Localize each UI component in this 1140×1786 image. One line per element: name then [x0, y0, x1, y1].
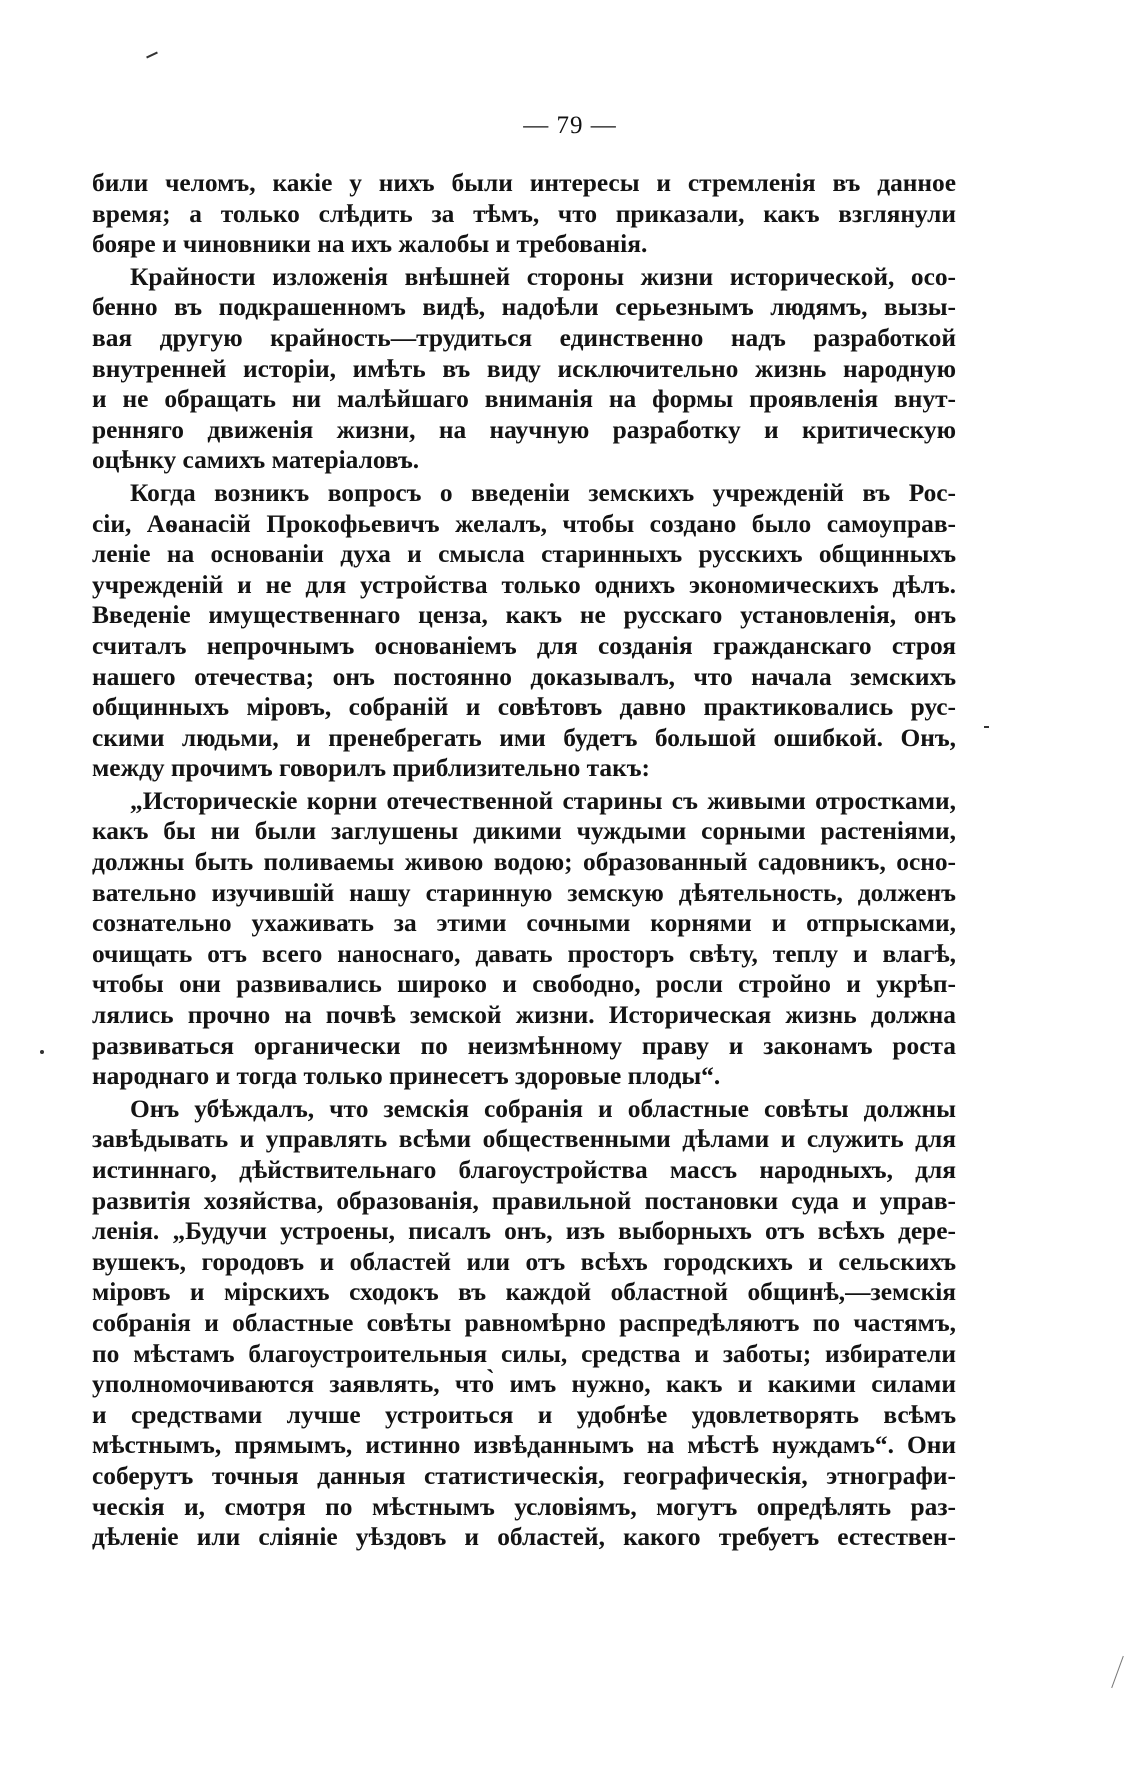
text-line: чтобы они развивались широко и свободно, росли стройно и укрѣп-: [92, 970, 956, 999]
text-line: ренняго движенія жизни, на научную разработку и критическую: [92, 415, 956, 444]
text-line: леніе на основаніи духа и смысла старинныхъ русскихъ общинныхъ: [92, 540, 956, 569]
scan-speck: [146, 52, 158, 59]
text-line: сознательно ухаживать за этими сочными корнями и отпрысками,: [92, 909, 956, 938]
text-line: „Историческіе корни отечественной старины съ живыми отростками,: [130, 786, 956, 815]
text-line: Онъ убѣждалъ, что земскія собранія и областные совѣты должны: [130, 1094, 956, 1123]
text-line: мѣстнымъ, прямымъ, истинно извѣданнымъ на мѣстѣ нуждамъ“. Они: [92, 1431, 956, 1460]
text-line: ческія и, смотря по мѣстнымъ условіямъ, могутъ опредѣлять раз-: [92, 1492, 956, 1521]
body-text: [92, 168, 956, 1555]
scan-speck: [984, 726, 989, 728]
text-line: истиннаго, дѣйствительнаго благоустройства массъ народныхъ, для: [92, 1156, 956, 1184]
text-line: собранія и областные совѣты равномѣрно распредѣляютъ по частямъ,: [92, 1308, 956, 1337]
text-line: бенно въ подкрашенномъ видѣ, надоѣли серьезнымъ людямъ, вызы-: [92, 293, 956, 322]
paragraph: [92, 478, 956, 784]
text-line: Крайности изложенія внѣшней стороны жизни исторической, осо-: [130, 262, 956, 291]
text-line: считалъ непрочнымъ основаніемъ для созданія гражданскаго строя: [92, 631, 956, 660]
text-line: вушекъ, городовъ и областей или отъ всѣхъ городскихъ и сельскихъ: [92, 1247, 956, 1276]
text-line: завѣдывать и управлять всѣми общественными дѣлами и служить для: [92, 1125, 956, 1154]
scan-speck: [1111, 1656, 1124, 1688]
text-line: по мѣстамъ благоустроительныя силы, средства и заботы; избиратели: [92, 1339, 956, 1368]
scan-speck: [40, 1050, 44, 1054]
text-line: вательно изучившій нашу старинную земскую дѣятельность, долженъ: [92, 878, 956, 907]
text-line: развитія хозяйства, образованія, правильной постановки суда и управ-: [92, 1186, 956, 1215]
text-line: сіи, Аѳанасій Прокофьевичъ желалъ, чтобы создано было самоуправ-: [92, 509, 956, 538]
text-line: время; а только слѣдить за тѣмъ, что приказали, какъ взглянули: [92, 199, 956, 228]
text-line: оцѣнку самихъ матеріаловъ.: [92, 446, 420, 475]
text-line: міровъ и мірскихъ сходокъ въ каждой областной общинѣ,—земскія: [92, 1278, 956, 1307]
text-line: какъ бы ни были заглушены дикими чуждыми сорными растеніями,: [92, 817, 956, 846]
paragraph: [92, 786, 956, 1092]
text-line: вая другую крайность—трудиться единственно надъ разработкой: [92, 323, 956, 352]
text-line: нашего отечества; онъ постоянно доказывалъ, что начала земскихъ: [92, 662, 956, 691]
paragraph: [92, 262, 956, 476]
text-line: дѣленіе или сліяніе уѣздовъ и областей, какого требуетъ естествен-: [92, 1523, 956, 1552]
text-line: внутренней исторіи, имѣть въ виду исключительно жизнь народную: [92, 354, 956, 383]
text-line: скими людьми, и пренебрегать ими будетъ большой ошибкой. Онъ,: [92, 723, 956, 752]
text-line: и средствами лучше устроиться и удобнѣе удовлетворять всѣмъ: [92, 1400, 956, 1429]
text-line: уполномочиваются заявлять, что̀ имъ нужно, какъ и какими силами: [92, 1370, 956, 1399]
text-line: развиваться органически по неизмѣнному праву и законамъ роста: [92, 1031, 956, 1060]
text-line: лялись прочно на почвѣ земской жизни. Историческая жизнь должна: [92, 1001, 956, 1030]
text-line: народнаго и тогда только принесетъ здоровые плоды“.: [92, 1062, 721, 1091]
paragraph: [92, 1094, 956, 1553]
text-line: учрежденій и не для устройства только однихъ экономическихъ дѣлъ.: [92, 570, 956, 599]
page-number: — 79 —: [523, 112, 617, 139]
paragraph: [92, 168, 956, 260]
text-line: общинныхъ міровъ, собраній и совѣтовъ давно практиковались рус-: [92, 693, 956, 722]
text-line: Когда возникъ вопросъ о введеніи земскихъ учрежденій въ Рос-: [130, 478, 956, 507]
text-line: бояре и чиновники на ихъ жалобы и требованія.: [92, 230, 648, 259]
text-line: ленія. „Будучи устроены, писалъ онъ, изъ выборныхъ отъ всѣхъ дере-: [92, 1217, 956, 1246]
text-line: соберутъ точныя данныя статистическія, географическія, этнографи-: [92, 1461, 956, 1490]
text-line: Введеніе имущественнаго ценза, какъ не русскаго установленія, онъ: [92, 601, 956, 630]
text-line: должны быть поливаемы живою водою; образованный садовникъ, осно-: [92, 848, 956, 877]
text-line: очищать отъ всего наноснаго, давать просторъ свѣту, теплу и влагѣ,: [92, 939, 956, 968]
text-line: били челомъ, какіе у нихъ были интересы и стремленія въ данное: [92, 169, 956, 197]
text-line: между прочимъ говорилъ приблизительно такъ:: [92, 754, 650, 783]
text-line: и не обращать ни малѣйшаго вниманія на формы проявленія внут-: [92, 385, 956, 414]
